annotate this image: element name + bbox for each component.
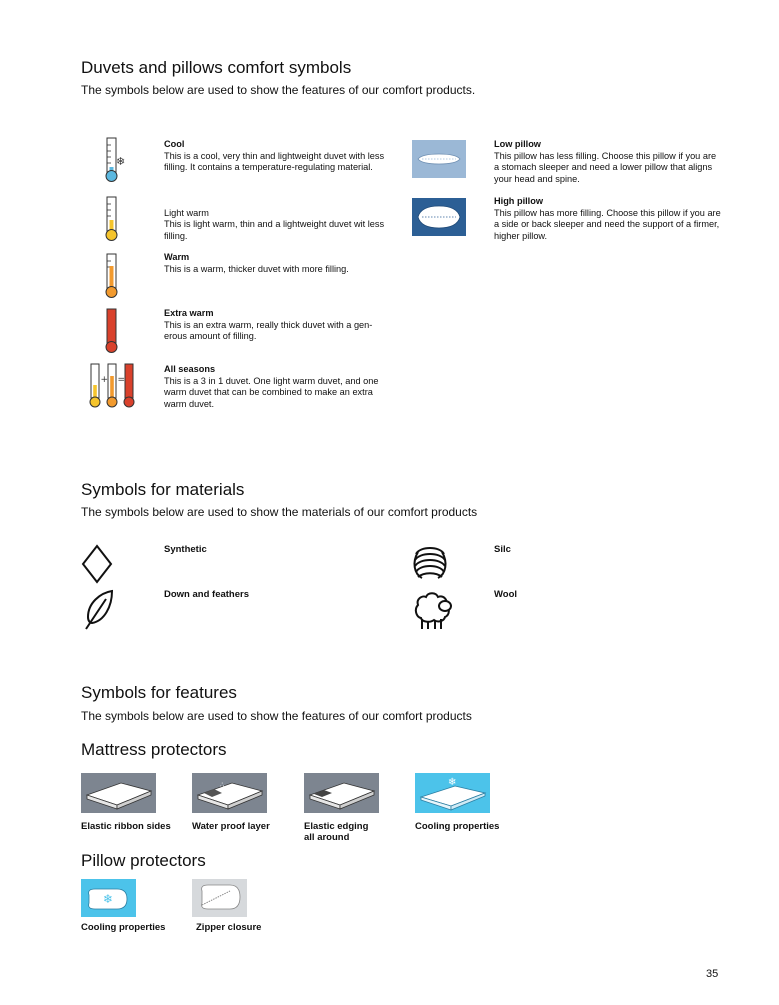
pillow-high-desc: This pillow has more filling. Choose this pillow if you are a side or back sleeper and need the support of a firmer, higher pillow.	[494, 207, 721, 241]
mattress-feature-label: Water proof layer	[192, 821, 270, 832]
svg-text:∴: ∴	[220, 781, 225, 789]
pillow-low	[494, 139, 722, 185]
high-pillow-icon	[412, 198, 466, 236]
material-down-label: Down and feathers	[164, 589, 249, 600]
elastic-edging-icon	[304, 773, 379, 813]
material-synthetic-label: Synthetic	[164, 544, 207, 555]
pillow-feature-label: Cooling properties	[81, 922, 166, 933]
water-proof-layer-icon	[192, 773, 267, 813]
svg-text:❄: ❄	[448, 777, 457, 788]
pillow-low-title: Low pillow	[494, 139, 541, 149]
cool-thermometer-icon	[104, 137, 128, 183]
pillow-high	[494, 196, 722, 242]
duvet-all-seasons-title: All seasons	[164, 364, 216, 374]
mattress-feature-label: Cooling properties	[415, 821, 500, 832]
mattress-protectors-title: Mattress protectors	[81, 740, 227, 759]
duvet-warm-title: Warm	[164, 252, 190, 262]
comfort-subtitle: The symbols below are used to show the features of our comfort products.	[81, 83, 476, 97]
page-title: Duvets and pillows comfort symbols	[81, 58, 352, 77]
features-title: Symbols for features	[81, 683, 237, 702]
svg-text:=: =	[117, 375, 126, 385]
silk-cocoon-icon	[410, 542, 450, 582]
all-seasons-thermometers-icon	[88, 363, 138, 409]
feather-icon	[82, 589, 116, 631]
diamond-icon	[82, 544, 114, 584]
features-subtitle: The symbols below are used to show the features of our comfort products	[81, 709, 472, 723]
sheep-icon	[410, 589, 454, 631]
materials-title: Symbols for materials	[81, 480, 245, 499]
material-silc-label: Silc	[494, 544, 511, 555]
svg-text:❄: ❄	[103, 892, 114, 906]
pillow-cooling-icon	[81, 879, 136, 917]
duvet-cool-desc: This is a cool, very thin and lightweight duvet with less filling. It contains a temperature-regulating material.	[164, 150, 385, 172]
duvet-all-seasons-desc: This is a 3 in 1 duvet. One light warm duvet, and one warm duvet that can be combined to make an extra warm duvet.	[164, 375, 379, 409]
pillow-low-desc: This pillow has less filling. Choose this pillow if you are a stomach sleeper and need a lower pillow that aligns your head and spine.	[494, 150, 717, 184]
mattress-feature-label: Elastic edging all around	[304, 821, 369, 843]
duvet-cool-title: Cool	[164, 139, 185, 149]
pillow-feature-label: Zipper closure	[196, 922, 262, 933]
svg-text:❄: ❄	[116, 155, 126, 168]
zipper-closure-icon	[192, 879, 247, 917]
duvet-cool	[164, 139, 392, 174]
materials-subtitle: The symbols below are used to show the materials of our comfort products	[81, 505, 478, 519]
low-pillow-icon	[412, 140, 466, 178]
extra-warm-thermometer-icon	[104, 308, 124, 354]
elastic-ribbon-sides-icon	[81, 773, 156, 813]
duvet-light-warm-desc: Light warm This is light warm, thin and a lightweight duvet wit less filling.	[164, 207, 385, 241]
duvet-extra-warm-desc: This is an extra warm, really thick duvet with a gen-erous amount of filling.	[164, 319, 373, 341]
pillow-protectors-title: Pillow protectors	[81, 851, 206, 870]
mattress-cooling-icon	[415, 773, 490, 813]
duvet-all-seasons	[164, 364, 392, 410]
duvet-warm	[164, 252, 392, 275]
svg-text:+: +	[100, 375, 109, 385]
material-wool-label: Wool	[494, 589, 518, 600]
duvet-warm-desc: This is a warm, thicker duvet with more filling.	[164, 263, 349, 274]
light-warm-thermometer-icon	[104, 196, 124, 242]
duvet-extra-warm	[164, 308, 392, 343]
mattress-feature-label: Elastic ribbon sides	[81, 821, 171, 832]
warm-thermometer-icon	[104, 253, 124, 299]
pillow-high-title: High pillow	[494, 196, 543, 206]
page-number: 35	[706, 968, 719, 980]
duvet-light-warm	[164, 196, 392, 242]
duvet-extra-warm-title: Extra warm	[164, 308, 214, 318]
